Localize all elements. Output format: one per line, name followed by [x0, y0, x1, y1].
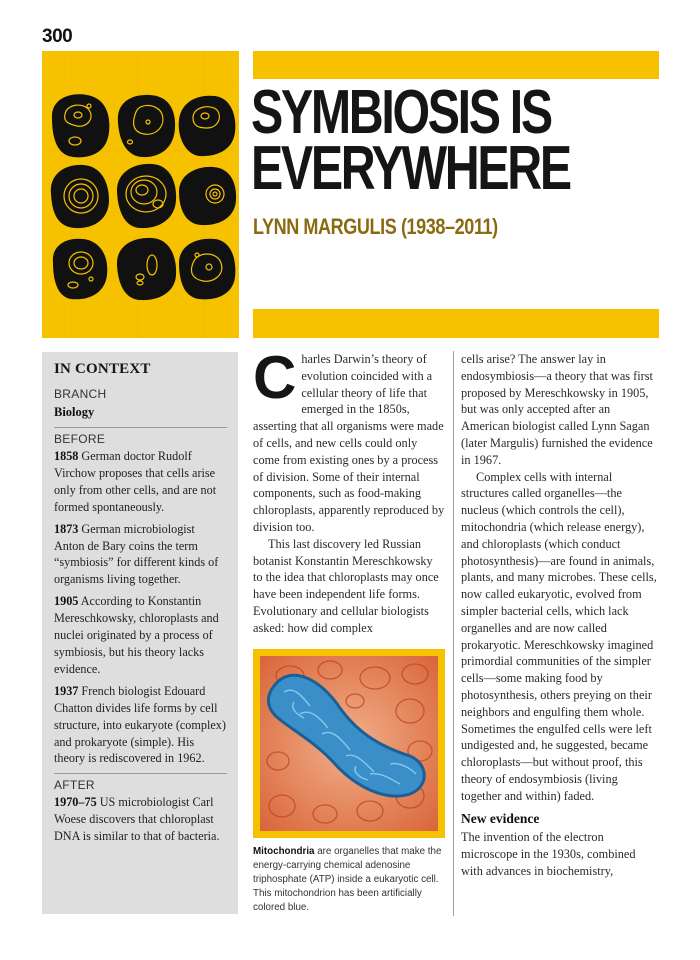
timeline-year: 1970–75 [54, 795, 97, 810]
body-paragraph: cells arise? The answer lay in endosymbiosis—a theory that was first proposed by Mereschkowsky in 1905, but was only accepted after an American biologist called Lynn Sagan (later Margulis) furnished the evidence in 1967. [461, 352, 653, 467]
timeline-entry [54, 794, 227, 845]
body-paragraph: This last discovery led Russian botanist Konstantin Mereschkowsky to the idea that chloroplasts may once have been independent life forms. Evolutionary and cellular biologists asked: how did complex [253, 536, 439, 635]
page-number: 300 [42, 26, 73, 47]
timeline-year: 1858 [54, 449, 79, 463]
sidebar-divider [54, 427, 227, 428]
title-line-1: SYMBIOSIS IS [251, 78, 551, 147]
timeline-text: According to Konstantin Mereschkowsky, chloroplasts and nuclei originated by a process of symbiosis, but his theory lacks evidence. [54, 594, 219, 676]
branch-label: BRANCH [54, 387, 107, 401]
timeline-text: French biologist Edouard Chatton divides life forms by cell structure, into eukaryote (complex) and prokaryote (simple). His theory is rediscovered in 1962. [54, 683, 226, 766]
page-title [251, 78, 579, 203]
cells-illustration [42, 51, 239, 338]
timeline-year: 1873 [54, 521, 79, 536]
body-column-2 [461, 351, 659, 880]
caption-bold: Mitochondria [253, 846, 315, 857]
timeline-entry [54, 593, 227, 678]
timeline-year: 1905 [54, 594, 79, 609]
timeline-entry [54, 683, 227, 768]
column-divider [453, 351, 454, 916]
section-heading: New evidence [461, 810, 540, 826]
mitochondrion-image [260, 656, 438, 831]
body-paragraph: The invention of the electron microscope in the 1930s, combined with advances in biochemistry, [461, 830, 636, 878]
branch-value: Biology [54, 405, 95, 419]
timeline-entry [54, 521, 227, 589]
header-accent-bar [253, 51, 659, 79]
sidebar-divider [54, 773, 227, 774]
after-label: AFTER [54, 778, 95, 793]
timeline-year: 1937 [54, 683, 79, 698]
body-paragraph: Complex cells with internal structures called organelles—the nucleus (which controls the cell), mitochondria (which release energy), and chloroplasts (which conduct photosynthesis)—are found in animals, plants, and many microbes. These cells, now called eukaryotic, evolved from simpler bacterial cells, which lack organelles and are now called prokaryotic. Mereschkowsky imagined primordial communities of the simpler cells—some making food by photosynthesis, others preying on their neighbors and engulfing them whole. Sometimes the engulfed cells were left undigested and, he suggested, became chloroplasts—but without proof, this theory of endosymbiosis (living together and within) faded. [461, 469, 657, 803]
cell-icon [42, 51, 239, 338]
before-label: BEFORE [54, 432, 106, 446]
in-context-sidebar [42, 352, 238, 914]
photo-caption [253, 845, 447, 915]
caption-text: are organelles that make the energy-carrying chemical adenosine triphosphate (ATP) inside a eukaryotic cell. This mitochondrion has been artificially colored blue. [253, 846, 442, 913]
body-column-1 [253, 344, 445, 637]
title-accent-bar [253, 309, 659, 338]
title-line-2: EVERYWHERE [251, 134, 570, 203]
timeline-entry [54, 448, 227, 516]
timeline-text: German microbiologist Anton de Bary coins the term “symbiosis” for different kinds of organisms living together. [54, 521, 219, 587]
timeline-text: US microbiologist Carl Woese discovers that chloroplast DNA is similar to that of bacteria. [54, 795, 220, 844]
sidebar-heading: IN CONTEXT [54, 361, 151, 377]
body-paragraph [253, 344, 445, 536]
drop-cap: C [253, 344, 297, 411]
mitochondrion-photo [253, 649, 445, 838]
paragraph-text: harles Darwin’s theory of evolution coincided with a cellular theory of life that emerged in the 1850s, asserting that all organisms were made of cells, and new cells could only come from existing ones by a process of division. Some of their internal components, such as food-making chloroplasts, apparently reproduced by division too. [253, 352, 445, 534]
timeline-text: German doctor Rudolf Virchow proposes that cells arise only from other cells, and are not formed spontaneously. [54, 449, 217, 514]
page-subtitle: LYNN MARGULIS (1938–2011) [253, 214, 498, 239]
